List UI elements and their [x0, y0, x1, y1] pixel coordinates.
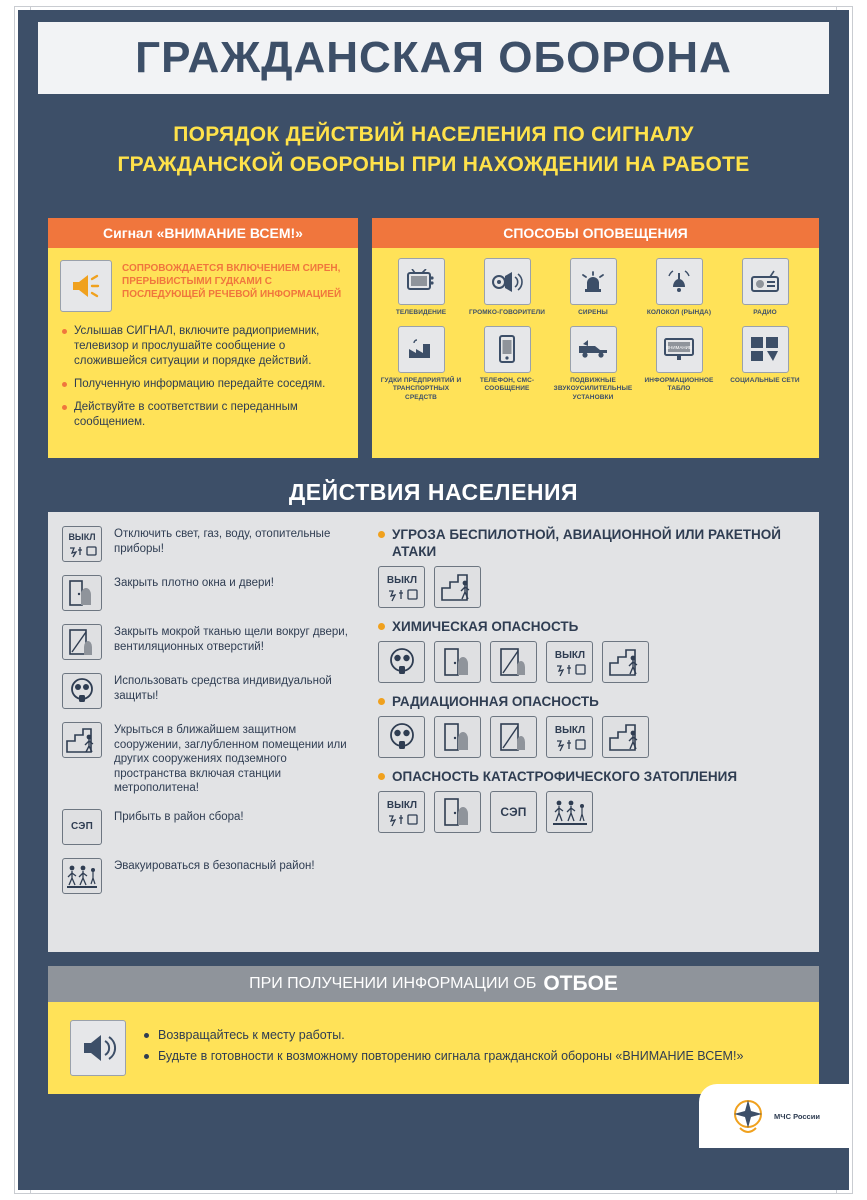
method-label: ИНФОРМАЦИОННОЕ ТАБЛО [644, 376, 714, 392]
shelter-icon [434, 566, 481, 608]
method-label: ТЕЛЕФОН, СМС-СООБЩЕНИЕ [479, 376, 535, 392]
action-text: Отключить свет, газ, воду, отопительные приборы! [114, 528, 331, 555]
siren-icon [570, 258, 617, 305]
power-off-icon [546, 641, 593, 683]
list-item: Возвращайтесь к месту работы. [144, 1027, 743, 1044]
gas-mask-icon [62, 673, 102, 709]
emercom-emblem [699, 1084, 849, 1148]
sound-truck-icon [570, 326, 617, 373]
frame-line-right [852, 6, 853, 1194]
methods-grid [372, 248, 819, 410]
svg-text:ВЫКЛ: ВЫКЛ [554, 650, 585, 661]
power-off-icon [546, 716, 593, 758]
method-item [378, 326, 464, 403]
signal-instruction-list [48, 316, 358, 430]
action-text: Закрыть плотно окна и двери! [114, 577, 274, 589]
emblem-label: МЧС России [774, 1111, 820, 1121]
action-text: Использовать средства индивидуальной защиты! [114, 675, 332, 702]
list-item: Услышав СИГНАЛ, включите радиоприемник, телевизор и прослушайте сообщение о сложившейся ситуации и порядке действий. [62, 324, 346, 369]
threat-icons [378, 566, 806, 608]
list-item [62, 809, 362, 845]
evacuation-icon [546, 791, 593, 833]
assembly-point-icon [490, 791, 537, 833]
gas-mask-icon [378, 716, 425, 758]
method-label: СИРЕНЫ [578, 309, 608, 316]
frame-line-left [14, 6, 15, 1194]
all-clear-heading-bold: ОТБОЕ [543, 972, 618, 995]
method-label: КОЛОКОЛ (РЫНДА) [646, 309, 712, 316]
actions-right-column [378, 526, 806, 843]
threat-title: ОПАСНОСТЬ КАТАСТРОФИЧЕСКОГО ЗАТОПЛЕНИЯ [378, 768, 806, 785]
method-item [636, 326, 722, 403]
seal-cracks-icon [490, 716, 537, 758]
threat-group-radiation [378, 693, 806, 758]
threat-icons [378, 641, 806, 683]
signal-block [48, 218, 358, 458]
shelter-icon [602, 716, 649, 758]
social-networks-icon [742, 326, 789, 373]
actions-body [48, 512, 819, 952]
power-off-icon [62, 526, 102, 562]
method-item [378, 258, 464, 318]
emercom-star-icon [728, 1094, 768, 1138]
signal-heading: Сигнал «ВНИМАНИЕ ВСЕМ!» [48, 218, 358, 248]
actions-left-column [62, 526, 362, 907]
factory-icon [398, 326, 445, 373]
assembly-point-label: СЭП [71, 821, 93, 832]
method-label: ГУДКИ ПРЕДПРИЯТИЙ И ТРАНСПОРТНЫХ СРЕДСТВ [380, 376, 462, 401]
list-item [62, 858, 362, 894]
shelter-icon [62, 722, 102, 758]
power-off-icon [378, 566, 425, 608]
list-item [62, 722, 362, 796]
page-subtitle [38, 120, 829, 180]
threat-group-drone-air-missile [378, 526, 806, 608]
list-item: Действуйте в соответствии с переданным сообщением. [62, 400, 346, 430]
assembly-point-icon [62, 809, 102, 845]
method-label: ГРОМКО-ГОВОРИТЕЛИ [468, 309, 546, 316]
close-windows-doors-icon [434, 641, 481, 683]
method-label: РАДИО [753, 309, 777, 316]
shelter-icon [602, 641, 649, 683]
svg-text:ВНИМАНИЕ: ВНИМАНИЕ [666, 345, 692, 350]
page-subtitle-line2: ГРАЖДАНСКОЙ ОБОРОНЫ ПРИ НАХОЖДЕНИИ НА РАБОТЕ [117, 153, 750, 176]
close-windows-doors-icon [434, 716, 481, 758]
actions-heading: ДЕЙСТВИЯ НАСЕЛЕНИЯ [48, 472, 819, 512]
threat-title: ХИМИЧЕСКАЯ ОПАСНОСТЬ [378, 618, 806, 635]
threat-title: РАДИАЦИОННАЯ ОПАСНОСТЬ [378, 693, 806, 710]
list-item [62, 526, 362, 562]
method-label: ПОДВИЖНЫЕ ЗВУКОУСИЛИТЕЛЬНЫЕ УСТАНОВКИ [553, 376, 633, 401]
signal-top-row [48, 248, 358, 316]
method-item [722, 258, 808, 318]
method-item [636, 258, 722, 318]
evacuation-icon [62, 858, 102, 894]
frame-line-bottom [14, 1193, 853, 1194]
assembly-point-label: СЭП [500, 805, 527, 819]
all-clear-list [144, 1027, 743, 1069]
page-title-box [38, 22, 829, 94]
power-off-icon [378, 791, 425, 833]
speaker-icon [70, 1020, 126, 1076]
svg-text:ВЫКЛ: ВЫКЛ [386, 575, 417, 586]
close-windows-doors-icon [62, 575, 102, 611]
list-item: Будьте в готовности к возможному повторению сигнала гражданской обороны «ВНИМАНИЕ ВСЕМ!» [144, 1048, 743, 1065]
loudspeaker-icon [60, 260, 112, 312]
methods-heading: СПОСОБЫ ОПОВЕЩЕНИЯ [372, 218, 819, 248]
signal-accompanied-text: СОПРОВОЖДАЕТСЯ ВКЛЮЧЕНИЕМ СИРЕН, ПРЕРЫВИСТЫМИ ГУДКАМИ С ПОСЛЕДУЮЩЕЙ РЕЧЕВОЙ ИНФОРМАЦИЕЙ [122, 263, 342, 300]
frame-line-top [14, 6, 853, 7]
all-clear-heading [48, 966, 819, 1002]
gas-mask-icon [378, 641, 425, 683]
action-text: Укрыться в ближайшем защитном сооружении, заглубленном помещении или других сооружениях подземного пространства включая станции метрополитена! [114, 724, 347, 794]
info-board-icon [656, 326, 703, 373]
mobile-phone-icon [484, 326, 531, 373]
radio-icon [742, 258, 789, 305]
seal-cracks-icon [490, 641, 537, 683]
list-item [62, 673, 362, 709]
close-windows-doors-icon [434, 791, 481, 833]
threat-icons [378, 716, 806, 758]
list-item: Полученную информацию передайте соседям. [62, 377, 346, 392]
loudspeaker-icon [484, 258, 531, 305]
svg-text:ВЫКЛ: ВЫКЛ [554, 725, 585, 736]
svg-text:ВЫКЛ: ВЫКЛ [68, 532, 96, 542]
methods-block [372, 218, 819, 458]
bell-icon [656, 258, 703, 305]
page-title: ГРАЖДАНСКАЯ ОБОРОНА [135, 33, 732, 82]
threat-icons [378, 791, 806, 833]
threat-group-flooding [378, 768, 806, 833]
method-item [550, 326, 636, 403]
method-item [464, 258, 550, 318]
action-text: Прибыть в район сбора! [114, 810, 244, 823]
action-text: Закрыть мокрой тканью щели вокруг двери, вентиляционных отверстий! [114, 626, 348, 653]
seal-cracks-icon [62, 624, 102, 660]
method-item [550, 258, 636, 318]
method-item [464, 326, 550, 403]
all-clear-heading-normal: ПРИ ПОЛУЧЕНИИ ИНФОРМАЦИИ ОБ [249, 975, 537, 992]
list-item [62, 575, 362, 611]
threat-group-chemical [378, 618, 806, 683]
page-subtitle-line1: ПОРЯДОК ДЕЙСТВИЙ НАСЕЛЕНИЯ ПО СИГНАЛУ [173, 123, 694, 146]
list-item [62, 624, 362, 660]
tv-icon [398, 258, 445, 305]
action-text: Эвакуироваться в безопасный район! [114, 859, 315, 872]
method-item [722, 326, 808, 403]
method-label: ТЕЛЕВИДЕНИЕ [395, 309, 447, 316]
threat-title: УГРОЗА БЕСПИЛОТНОЙ, АВИАЦИОННОЙ ИЛИ РАКЕТНОЙ АТАКИ [378, 526, 806, 560]
svg-text:ВЫКЛ: ВЫКЛ [386, 800, 417, 811]
all-clear-body [48, 1002, 819, 1094]
method-label: СОЦИАЛЬНЫЕ СЕТИ [730, 376, 800, 384]
